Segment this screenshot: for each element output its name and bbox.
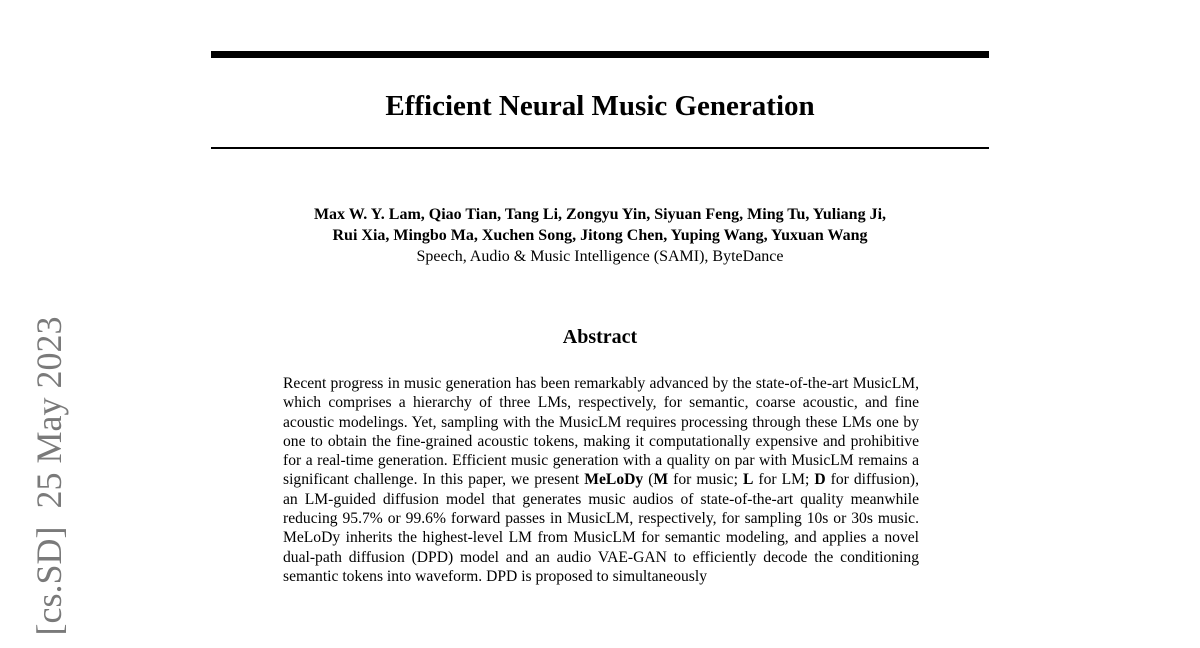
acronym-m-text: for music; <box>668 471 743 489</box>
acronym-m: M <box>653 471 669 489</box>
arxiv-date: 25 May 2023 <box>29 316 69 509</box>
paren-open: ( <box>643 471 654 489</box>
paper-title: Efficient Neural Music Generation <box>385 90 815 122</box>
abstract-text-1: Recent progress in music generation has been remarkably advanced by the state-of-the-art MusicLM, which comprises a hierarchy of three LMs, respectively, for semantic, coarse acoustic, and fine acoustic modelings. Yet, sampling with the MusicLM requires processing through these LMs one by one to obtain the fine-grained acoustic tokens, making it computationally expensive and prohibitive for a real-time generation. Efficient music generation with a quality on par with MusicLM remains a significant challenge. In this paper, we present <box>283 375 919 489</box>
arxiv-category: [cs.SD] <box>29 526 69 636</box>
author-list <box>211 204 989 246</box>
abstract-heading: Abstract <box>562 326 638 348</box>
title-bottom-rule <box>211 147 989 149</box>
affiliation: Speech, Audio & Music Intelligence (SAMI), ByteDance <box>416 248 784 265</box>
author-line-2: Rui Xia, Mingbo Ma, Xuchen Song, Jitong Chen, Yuping Wang, Yuxuan Wang <box>332 227 868 244</box>
acronym-l-text: for LM; <box>753 471 815 489</box>
acronym-d: D <box>814 471 826 489</box>
acronym-l: L <box>742 471 754 489</box>
abstract-text-2: for diffusion), an LM-guided diffusion model that generates music audios of state-of-the-art quality meanwhile reducing 95.7% or 99.6% forward passes in MusicLM, respectively, for sampling 10s or 30s music. MeLoDy inherits the highest-level LM from MusicLM for semantic modeling, and applies a novel dual-path diffusion (DPD) model and an audio VAE-GAN to efficiently decode the conditioning semantic tokens into waveform. DPD is proposed to simultaneously <box>283 471 919 585</box>
model-name: MeLoDy <box>584 471 644 489</box>
abstract-body <box>283 374 919 586</box>
author-line-1: Max W. Y. Lam, Qiao Tian, Tang Li, Zongyu Yin, Siyuan Feng, Ming Tu, Yuliang Ji, <box>313 206 887 223</box>
arxiv-stamp <box>29 317 69 636</box>
title-top-rule <box>211 51 989 58</box>
